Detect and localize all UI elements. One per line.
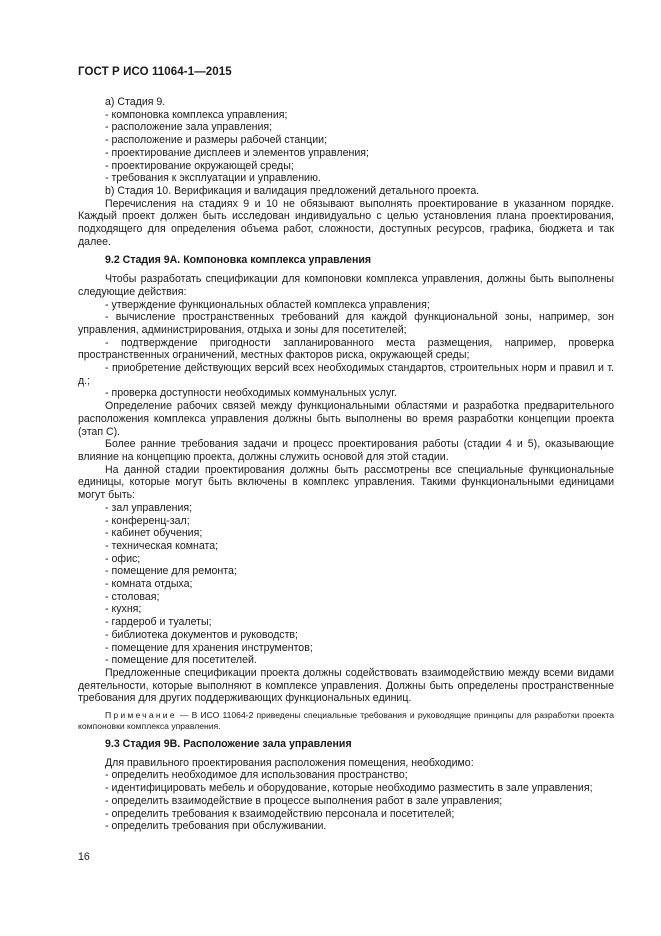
list-item: - помещение для хранения инструментов; xyxy=(105,641,313,654)
note xyxy=(78,710,614,732)
list-item: - компоновка комплекса управления; xyxy=(105,108,288,121)
list-item: - утверждение функциональных областей комплекса управления; xyxy=(105,298,430,311)
list-item: - проектирование окружающей среды; xyxy=(105,159,294,172)
list-item: - помещение для ремонта; xyxy=(105,565,237,578)
paragraph: Для правильного проектирования расположения помещения, необходимо: xyxy=(105,756,474,769)
list-item: - требования к эксплуатации и управлению. xyxy=(105,172,321,185)
list-item: - гардероб и туалеты; xyxy=(105,616,212,629)
list-item: - зал управления; xyxy=(105,501,193,514)
list-item: - кабинет обучения; xyxy=(105,527,203,540)
list-item: - комната отдыха; xyxy=(105,578,193,591)
list-item: - вычисление пространственных требований для каждой функциональной зоны, например, зон управления, администрирования, отдыха и зоны для посетителей; xyxy=(78,311,614,336)
list-item: - столовая; xyxy=(105,590,160,603)
paragraph: На данной стадии проектирования должны быть рассмотрены все специальные функциональные единицы, которые могут быть включены в комплекс управления. Такими функциональными единицами могут быть: xyxy=(78,463,614,502)
list-item: - кухня; xyxy=(105,603,142,616)
list-item: - проектирование дисплеев и элементов управления; xyxy=(105,146,369,159)
note-label: Примечание xyxy=(105,710,177,721)
list-item: - идентифицировать мебель и оборудование, которые необходимо разместить в зале управления; xyxy=(105,782,593,795)
list-item: - техническая комната; xyxy=(105,539,219,552)
list-item: - офис; xyxy=(105,552,141,565)
section-heading-9-3: 9.3 Стадия 9В. Расположение зала управления xyxy=(105,738,352,751)
list-item: - определить требования к взаимодействию персонала и посетителей; xyxy=(105,807,455,820)
list-item: - помещение для посетителей. xyxy=(105,654,257,667)
document-header: ГОСТ Р ИСО 11064-1—2015 xyxy=(78,66,232,78)
stage9-intro: а) Стадия 9. xyxy=(105,96,166,108)
paragraph: Предложенные спецификации проекта должны содействовать взаимодействию между всеми видами деятельности, которые выполняют в комплексе управления. Должны быть определены пространственные требования для других поддерживающих функциональных единиц. xyxy=(78,666,614,705)
list-item: - расположение и размеры рабочей станции; xyxy=(105,134,328,147)
paragraph: Более ранние требования задачи и процесс проектирования работы (стадии 4 и 5), оказывающие влияние на концепцию проекта, должны служить основой для этой стадии. xyxy=(78,438,614,463)
list-item: - расположение зала управления; xyxy=(105,121,273,134)
list-item: - библиотека документов и руководств; xyxy=(105,628,299,641)
note-text: — В ИСО 11064-2 приведены специальные требования и руководящие принципы для разработки проекта компоновки комплекса управления. xyxy=(78,710,614,732)
list-item: - приобретение действующих версий всех необходимых стандартов, строительных норм и правил и т. д.; xyxy=(78,362,614,387)
paragraph: Чтобы разработать спецификации для компоновки комплекса управления, должны быть выполнены следующие действия: xyxy=(78,273,614,298)
list-item: - проверка доступности необходимых коммунальных услуг. xyxy=(105,387,397,400)
page-number: 16 xyxy=(78,851,90,863)
list-item: - определить взаимодействие в процессе выполнения работ в зале управления; xyxy=(105,794,503,807)
section-heading-9-2: 9.2 Стадия 9А. Компоновка комплекса управления xyxy=(105,254,372,267)
list-item: - подтверждение пригодности запланированного места размещения, например, проверка пространственных ограничений, местных факторов риска, окружающей среды; xyxy=(78,336,614,362)
stage10-item: b) Стадия 10. Верификация и валидация предложений детального проекта. xyxy=(105,184,480,197)
list-item: - определить требования при обслуживании. xyxy=(105,820,327,833)
list-item: - конференц-зал; xyxy=(105,514,190,527)
paragraph: Перечисления на стадиях 9 и 10 не обязывают выполнять проектирование в указанном порядке. Каждый проект должен быть исследован индивидуально с целью установления плана проектирования, подходящего для определения объема работ, сложности, доступных ресурсов, графика, бюджета и так далее. xyxy=(78,197,614,248)
paragraph: Определение рабочих связей между функциональными областями и разработка предварительного расположения комплекса управления должны быть выполнены во время разработки концепции проекта (этап С). xyxy=(78,400,614,438)
document-body xyxy=(78,96,614,833)
list-item: - определить необходимое для использования пространство; xyxy=(105,769,408,782)
